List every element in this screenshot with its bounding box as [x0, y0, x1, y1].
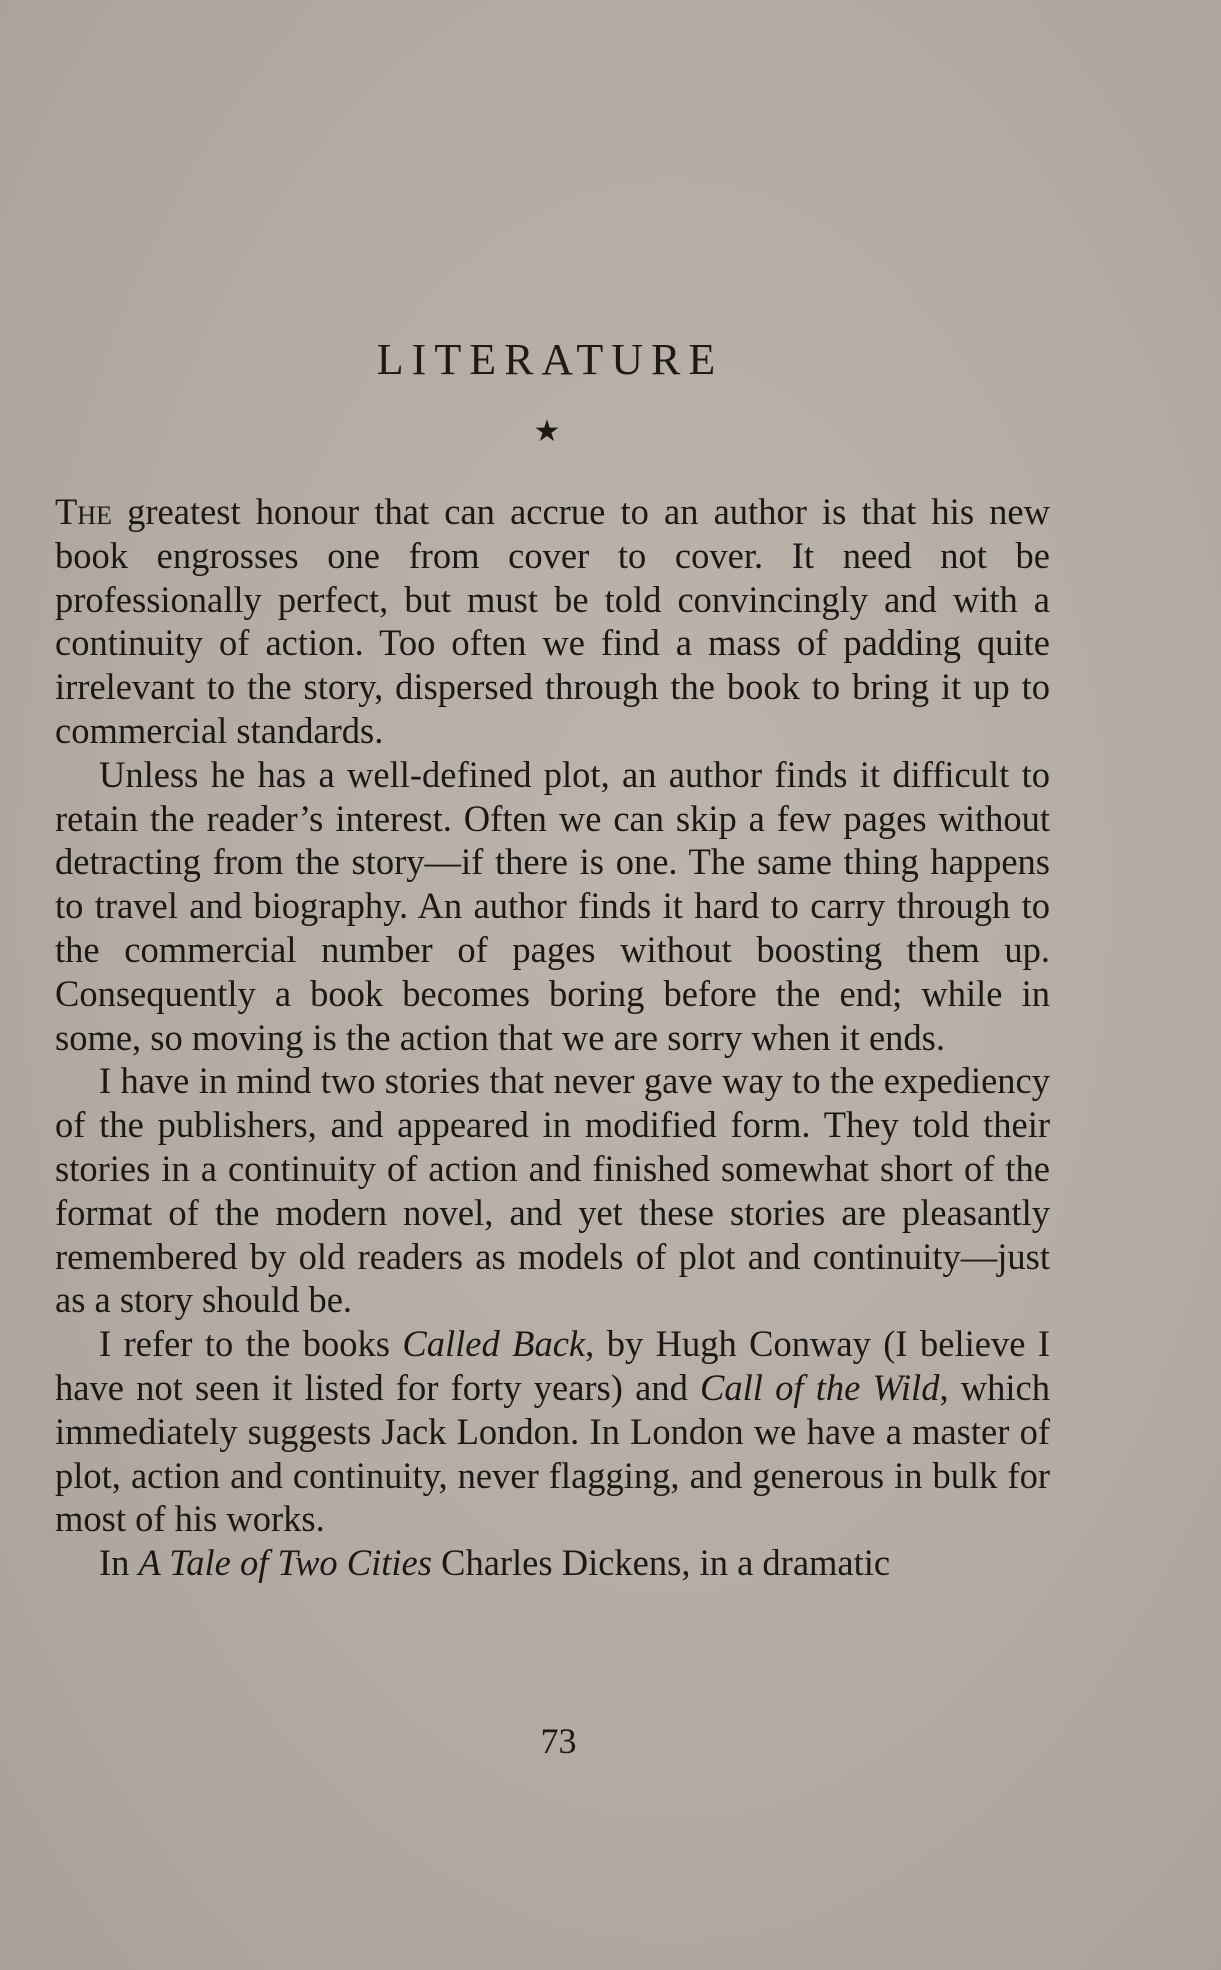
page-number: 73: [540, 1721, 577, 1761]
paragraph-5-text-a: In: [99, 1542, 139, 1584]
paragraph-4-text-c: , which immediately suggests Jack London. In London we have a master of plot, action and continuity, never flagging, and generous in bulk for most of his works.: [55, 1366, 1050, 1540]
paragraph-5: [55, 1541, 1050, 1585]
paragraph-3: I have in mind two stories that never gave way to the expediency of the publishers, and appeared in modified form. They told their stories in a continuity of action and finished somewhat short of the format of the modern novel, and yet these stories are pleasantly remembered by old readers as models of plot and continuity—just as a story should be.: [55, 1060, 1050, 1321]
chapter-title: LITERATURE: [376, 335, 724, 384]
paragraph-2: Unless he has a well-defined plot, an author finds it difficult to retain the reader’s interest. Often we can skip a few pages without detracting from the story—if there is one. The same thing happens to travel and biography. An author finds it hard to carry through to the commercial number of pages without boosting them up. Consequently a book becomes boring before the end; while in some, so moving is the action that we are sorry when it ends.: [55, 753, 1050, 1058]
book-title-call-of-the-wild: Call of the Wild: [700, 1366, 940, 1408]
book-title-tale-of-two-cities: A Tale of Two Cities: [138, 1542, 432, 1584]
paragraph-1-text: greatest honour that can accrue to an author is that his new book engrosses one from cover to cover. It need not be professionally perfect, but must be told convincingly and with a continuity of action. Too often we find a mass of padding quite irrelevant to the story, dispersed through the book to bring it up to commercial standards.: [55, 491, 1050, 751]
paragraph-1: [55, 490, 1050, 753]
book-title-called-back: Called Back: [402, 1323, 586, 1365]
star-ornament-icon: ★: [533, 414, 561, 449]
paragraph-4-text-a: I refer to the books: [99, 1323, 403, 1365]
paragraph-5-text-b: Charles Dickens, in a dramatic: [431, 1542, 891, 1584]
paragraph-4-text-b: , by Hugh Conway (I believe I have not seen it listed for forty years) and: [55, 1323, 1050, 1408]
body-text: [55, 490, 1050, 1585]
opening-words: The: [55, 491, 112, 532]
paragraph-4: [55, 1322, 1050, 1541]
